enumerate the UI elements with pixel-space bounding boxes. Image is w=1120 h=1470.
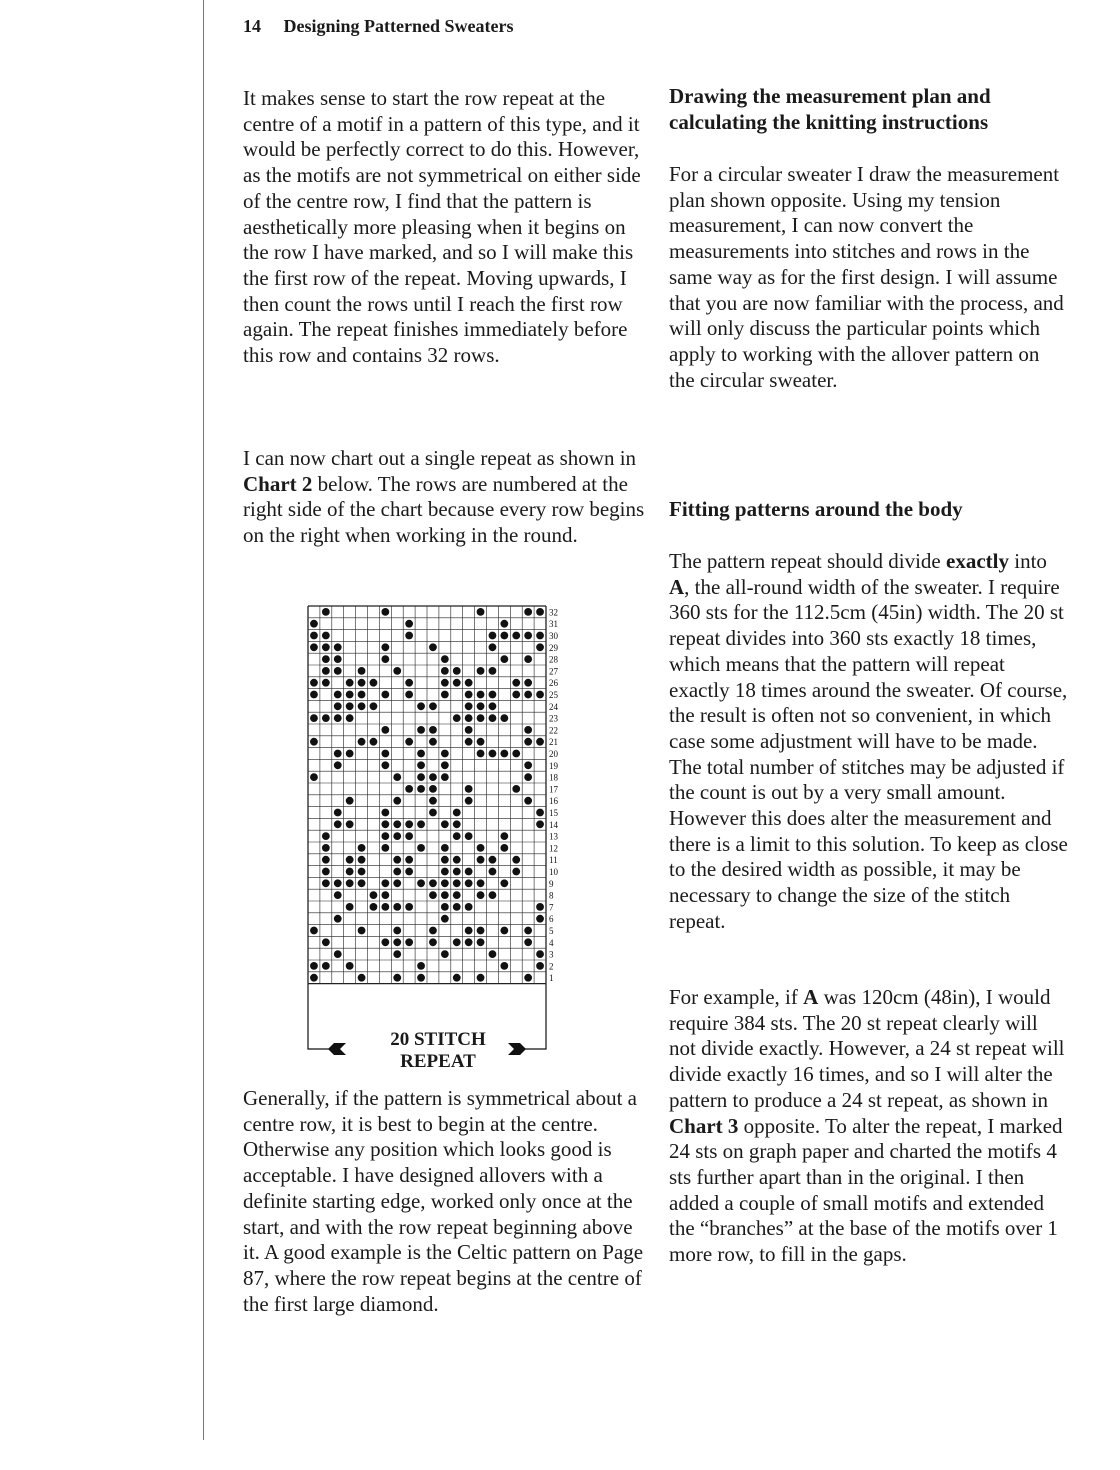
stitch-dot bbox=[489, 891, 497, 899]
stitch-dot bbox=[358, 974, 366, 982]
stitch-dot bbox=[524, 726, 532, 734]
stitch-dot bbox=[334, 809, 342, 817]
stitch-dot bbox=[346, 856, 354, 864]
row-number: 13 bbox=[549, 831, 558, 842]
stitch-dot bbox=[524, 773, 532, 781]
row-number: 27 bbox=[549, 666, 558, 677]
stitch-dot bbox=[453, 820, 461, 828]
left-paragraph-1: It makes sense to start the row repeat at the centre of a motif in a pattern of this type, and it would be perfectly correct to do this. However, as the motifs are not symmetrical on either side of the centre row, I find that the pattern is aesthetically more pleasing when it begins on the row I have marked, and so I will make this the first row of the repeat. Moving upwards, I then count the rows until I reach the first row again. The repeat finishes immediately before this row and contains 32 rows. bbox=[243, 86, 641, 368]
stitch-dot bbox=[358, 856, 366, 864]
stitch-dot bbox=[417, 702, 425, 710]
stitch-dot bbox=[441, 773, 449, 781]
stitch-dot bbox=[334, 702, 342, 710]
stitch-dot bbox=[346, 903, 354, 911]
chart-2-reference: Chart 2 bbox=[243, 471, 313, 496]
stitch-dot bbox=[417, 773, 425, 781]
stitch-dot bbox=[393, 868, 401, 876]
stitch-dot bbox=[536, 738, 544, 746]
stitch-dot bbox=[322, 655, 330, 663]
stitch-dot bbox=[453, 879, 461, 887]
stitch-dot bbox=[500, 879, 508, 887]
stitch-dot bbox=[310, 679, 318, 687]
stitch-dot bbox=[489, 750, 497, 758]
stitch-dot bbox=[346, 962, 354, 970]
stitch-dot bbox=[441, 820, 449, 828]
heading-fitting-patterns: Fitting patterns around the body bbox=[669, 497, 963, 521]
stitch-dot bbox=[536, 903, 544, 911]
stitch-dot bbox=[346, 797, 354, 805]
stitch-dot bbox=[489, 691, 497, 699]
stitch-dot bbox=[441, 667, 449, 675]
stitch-dot bbox=[346, 820, 354, 828]
stitch-dot bbox=[489, 950, 497, 958]
row-number: 10 bbox=[549, 867, 558, 877]
stitch-dot bbox=[524, 974, 532, 982]
stitch-dot bbox=[322, 868, 330, 876]
stitch-dot bbox=[477, 856, 485, 864]
stitch-dot bbox=[393, 773, 401, 781]
stitch-dot bbox=[477, 891, 485, 899]
stitch-dot bbox=[358, 691, 366, 699]
stitch-dot bbox=[465, 868, 473, 876]
page-binding-line bbox=[203, 0, 204, 1440]
stitch-dot bbox=[524, 655, 532, 663]
stitch-dot bbox=[441, 868, 449, 876]
stitch-dot bbox=[512, 691, 520, 699]
stitch-dot bbox=[465, 691, 473, 699]
stitch-dot bbox=[465, 679, 473, 687]
stitch-dot bbox=[310, 691, 318, 699]
stitch-dot bbox=[453, 903, 461, 911]
stitch-dot bbox=[358, 667, 366, 675]
stitch-dot bbox=[322, 844, 330, 852]
stitch-dot bbox=[417, 844, 425, 852]
stitch-dot bbox=[441, 844, 449, 852]
stitch-dot bbox=[477, 702, 485, 710]
stitch-dot bbox=[441, 750, 449, 758]
row-number: 17 bbox=[549, 784, 558, 795]
stitch-dot bbox=[322, 679, 330, 687]
stitch-dot bbox=[381, 809, 389, 817]
stitch-dot bbox=[500, 714, 508, 722]
stitch-dot bbox=[417, 726, 425, 734]
stitch-dot bbox=[500, 655, 508, 663]
stitch-dot bbox=[405, 856, 413, 864]
stitch-dot bbox=[453, 938, 461, 946]
stitch-dot bbox=[334, 691, 342, 699]
right-paragraph-3: For example, if A was 120cm (48in), I would require 384 sts. The 20 st repeat clearly will not divide exactly. However, a 24 st repeat will divide exactly 16 times, and so I will alter the pattern to produce a 24 st repeat, as shown in Chart 3 opposite. To alter the repeat, I marked 24 sts on graph paper and charted the motifs 4 sts further apart than in the original. I then added a couple of small motifs and extended the “branches” at the base of the motifs over 1 more row, to fill in the gaps. bbox=[669, 985, 1065, 1267]
stitch-dot bbox=[358, 868, 366, 876]
stitch-dot bbox=[536, 820, 544, 828]
stitch-dot bbox=[453, 974, 461, 982]
stitch-dot bbox=[334, 891, 342, 899]
stitch-dot bbox=[536, 962, 544, 970]
left-paragraph-2: I can now chart out a single repeat as shown in Chart 2 below. The rows are numbered at the right side of the chart because every row begins on the right when working in the round. bbox=[243, 446, 645, 548]
stitch-dot bbox=[393, 938, 401, 946]
stitch-dot bbox=[477, 844, 485, 852]
stitch-dot bbox=[405, 691, 413, 699]
stitch-dot bbox=[405, 938, 413, 946]
stitch-dot bbox=[310, 773, 318, 781]
stitch-chart-graphic bbox=[300, 600, 576, 1075]
stitch-dot bbox=[500, 962, 508, 970]
stitch-dot bbox=[381, 726, 389, 734]
stitch-dot bbox=[489, 868, 497, 876]
row-number: 26 bbox=[549, 678, 558, 689]
stitch-dot bbox=[441, 655, 449, 663]
stitch-dot bbox=[477, 714, 485, 722]
stitch-dot bbox=[334, 879, 342, 887]
stitch-dot bbox=[429, 797, 437, 805]
stitch-dot bbox=[310, 620, 318, 628]
stitch-dot bbox=[453, 856, 461, 864]
stitch-dot bbox=[465, 714, 473, 722]
stitch-dot bbox=[453, 832, 461, 840]
stitch-dot bbox=[417, 785, 425, 793]
stitch-dot bbox=[465, 797, 473, 805]
stitch-dot bbox=[346, 691, 354, 699]
stitch-dot bbox=[310, 643, 318, 651]
stitch-dot bbox=[405, 620, 413, 628]
row-number: 5 bbox=[549, 926, 554, 936]
stitch-dot bbox=[322, 856, 330, 864]
stitch-dot bbox=[346, 714, 354, 722]
stitch-dot bbox=[310, 927, 318, 935]
stitch-dot bbox=[334, 643, 342, 651]
stitch-dot bbox=[500, 844, 508, 852]
stitch-dot bbox=[322, 938, 330, 946]
stitch-dot bbox=[393, 820, 401, 828]
stitch-dot bbox=[429, 879, 437, 887]
stitch-dot bbox=[370, 738, 378, 746]
stitch-dot bbox=[381, 844, 389, 852]
stitch-dot bbox=[512, 856, 520, 864]
stitch-dot bbox=[441, 903, 449, 911]
stitch-dot bbox=[322, 832, 330, 840]
stitch-dot bbox=[524, 632, 532, 640]
repeat-label bbox=[300, 1029, 576, 1073]
stitch-dot bbox=[429, 726, 437, 734]
stitch-dot bbox=[524, 738, 532, 746]
stitch-dot bbox=[322, 879, 330, 887]
stitch-dot bbox=[322, 632, 330, 640]
row-number: 22 bbox=[549, 725, 558, 736]
stitch-dot bbox=[381, 691, 389, 699]
stitch-dot bbox=[429, 773, 437, 781]
stitch-dot bbox=[381, 891, 389, 899]
stitch-dot bbox=[465, 938, 473, 946]
row-number: 31 bbox=[549, 619, 558, 630]
row-number: 28 bbox=[549, 654, 558, 665]
stitch-dot bbox=[381, 879, 389, 887]
stitch-dot bbox=[322, 608, 330, 616]
stitch-dot bbox=[381, 655, 389, 663]
stitch-dot bbox=[393, 832, 401, 840]
stitch-dot bbox=[393, 797, 401, 805]
stitch-dot bbox=[429, 643, 437, 651]
row-number: 12 bbox=[549, 843, 558, 854]
stitch-dot bbox=[465, 903, 473, 911]
row-number: 6 bbox=[549, 914, 554, 925]
stitch-dot bbox=[381, 820, 389, 828]
stitch-dot bbox=[381, 608, 389, 616]
stitch-dot bbox=[477, 974, 485, 982]
repeat-label-line-2: REPEAT bbox=[400, 1051, 476, 1072]
row-number: 8 bbox=[549, 890, 554, 901]
stitch-dot bbox=[465, 879, 473, 887]
stitch-dot bbox=[417, 820, 425, 828]
row-number: 21 bbox=[549, 737, 558, 748]
stitch-dot bbox=[477, 879, 485, 887]
chart-3-reference: Chart 3 bbox=[669, 1113, 739, 1138]
row-number: 11 bbox=[549, 855, 558, 866]
row-number: 19 bbox=[549, 760, 558, 771]
stitch-dot bbox=[453, 891, 461, 899]
stitch-dot bbox=[465, 738, 473, 746]
stitch-dot bbox=[346, 879, 354, 887]
stitch-dot bbox=[429, 785, 437, 793]
stitch-dot bbox=[536, 915, 544, 923]
stitch-dot bbox=[393, 974, 401, 982]
stitch-dot bbox=[477, 608, 485, 616]
left-paragraph-3: Generally, if the pattern is symmetrical about a centre row, it is best to begin at the centre. Otherwise any position which looks good is acceptable. I have designed allovers with a definite starting edge, worked only once at the start, and with the row repeat beginning above it. A good example is the Celtic pattern on Page 87, where the row repeat begins at the centre of the first large diamond. bbox=[243, 1086, 644, 1316]
stitch-dot bbox=[370, 702, 378, 710]
stitch-dot bbox=[358, 879, 366, 887]
stitch-dot bbox=[334, 820, 342, 828]
stitch-dot bbox=[334, 714, 342, 722]
stitch-dot bbox=[334, 950, 342, 958]
row-number: 7 bbox=[549, 902, 554, 913]
stitch-dot bbox=[465, 785, 473, 793]
stitch-dot bbox=[358, 702, 366, 710]
stitch-dot bbox=[524, 679, 532, 687]
row-number: 29 bbox=[549, 642, 558, 653]
stitch-dot bbox=[417, 761, 425, 769]
row-number: 15 bbox=[549, 808, 558, 818]
stitch-dot bbox=[477, 750, 485, 758]
stitch-dot bbox=[381, 832, 389, 840]
row-number: 2 bbox=[549, 961, 554, 972]
stitch-dot bbox=[453, 714, 461, 722]
stitch-dot bbox=[393, 856, 401, 864]
stitch-dot bbox=[417, 974, 425, 982]
stitch-dot bbox=[524, 938, 532, 946]
row-number: 32 bbox=[549, 607, 558, 618]
stitch-dot bbox=[393, 667, 401, 675]
row-number: 30 bbox=[549, 631, 558, 641]
stitch-dot bbox=[441, 691, 449, 699]
stitch-dot bbox=[536, 809, 544, 817]
stitch-dot bbox=[429, 927, 437, 935]
row-number: 3 bbox=[549, 949, 554, 960]
row-number: 14 bbox=[549, 819, 558, 830]
stitch-dot bbox=[381, 938, 389, 946]
stitch-dot bbox=[429, 809, 437, 817]
stitch-dot bbox=[429, 738, 437, 746]
stitch-dot bbox=[500, 620, 508, 628]
stitch-dot bbox=[441, 879, 449, 887]
stitch-dot bbox=[512, 750, 520, 758]
stitch-dot bbox=[346, 868, 354, 876]
stitch-dot bbox=[489, 714, 497, 722]
stitch-dot bbox=[346, 679, 354, 687]
stitch-dot bbox=[500, 927, 508, 935]
stitch-dot bbox=[381, 750, 389, 758]
stitch-dot bbox=[358, 738, 366, 746]
stitch-dot bbox=[346, 702, 354, 710]
stitch-dot bbox=[512, 785, 520, 793]
stitch-dot bbox=[322, 714, 330, 722]
stitch-dot bbox=[405, 820, 413, 828]
stitch-dot bbox=[405, 832, 413, 840]
stitch-dot bbox=[334, 915, 342, 923]
stitch-dot bbox=[429, 702, 437, 710]
stitch-dot bbox=[477, 738, 485, 746]
stitch-dot bbox=[453, 809, 461, 817]
right-paragraph-2: The pattern repeat should divide exactly into A, the all-round width of the sweater. I require 360 sts for the 112.5cm (45in) width. The 20 st repeat divides into 360 sts exactly 18 times, which means that the pattern will repeat exactly 18 times around the sweater. Of course, the result is often not so convenient, in which case some adjustment will have to be made. The total number of stitches may be adjusted if the count is out by a very small amount. However this does alter the measurement and there is a limit to this solution. To keep as close to the desired width as possible, it may be necessary to change the size of the stitch repeat. bbox=[669, 549, 1068, 933]
stitch-dot bbox=[512, 679, 520, 687]
stitch-dot bbox=[536, 691, 544, 699]
stitch-dot bbox=[334, 761, 342, 769]
stitch-dot bbox=[453, 679, 461, 687]
page-number: 14 bbox=[243, 16, 261, 36]
stitch-dot bbox=[310, 714, 318, 722]
stitch-dot bbox=[322, 962, 330, 970]
chart-2-figure bbox=[300, 600, 570, 1075]
stitch-dot bbox=[524, 691, 532, 699]
stitch-dot bbox=[322, 667, 330, 675]
stitch-dot bbox=[310, 962, 318, 970]
row-number: 24 bbox=[549, 701, 558, 712]
stitch-dot bbox=[405, 738, 413, 746]
stitch-dot bbox=[524, 797, 532, 805]
stitch-dot bbox=[441, 761, 449, 769]
stitch-dot bbox=[500, 832, 508, 840]
stitch-dot bbox=[441, 950, 449, 958]
stitch-dot bbox=[405, 903, 413, 911]
row-number: 18 bbox=[549, 772, 558, 783]
stitch-dot bbox=[417, 879, 425, 887]
stitch-dot bbox=[536, 608, 544, 616]
stitch-dot bbox=[477, 927, 485, 935]
stitch-dot bbox=[500, 632, 508, 640]
stitch-dot bbox=[370, 891, 378, 899]
stitch-dot bbox=[536, 643, 544, 651]
stitch-dot bbox=[429, 938, 437, 946]
stitch-dot bbox=[346, 750, 354, 758]
row-number: 20 bbox=[549, 749, 558, 759]
stitch-dot bbox=[334, 750, 342, 758]
stitch-dot bbox=[524, 927, 532, 935]
stitch-dot bbox=[441, 915, 449, 923]
stitch-dot bbox=[536, 632, 544, 640]
stitch-dot bbox=[334, 667, 342, 675]
row-number: 16 bbox=[549, 796, 558, 807]
stitch-dot bbox=[405, 785, 413, 793]
row-number: 25 bbox=[549, 690, 558, 700]
stitch-dot bbox=[358, 927, 366, 935]
stitch-dot bbox=[322, 643, 330, 651]
repeat-label-line-1: 20 STITCH bbox=[390, 1029, 486, 1050]
running-head-title: Designing Patterned Sweaters bbox=[283, 16, 514, 36]
stitch-dot bbox=[417, 962, 425, 970]
stitch-dot bbox=[489, 632, 497, 640]
stitch-dot bbox=[536, 950, 544, 958]
stitch-dot bbox=[477, 691, 485, 699]
stitch-dot bbox=[453, 868, 461, 876]
right-paragraph-1: For a circular sweater I draw the measurement plan shown opposite. Using my tension measurement, I can now convert the measurements into stitches and rows in the same way as for the first design. I will assume that you are now familiar with the process, and will only discuss the particular points which apply to working with the allover pattern on the circular sweater. bbox=[669, 162, 1064, 392]
row-number: 9 bbox=[549, 878, 554, 889]
stitch-dot bbox=[381, 643, 389, 651]
stitch-dot bbox=[465, 927, 473, 935]
stitch-dot bbox=[500, 750, 508, 758]
stitch-dot bbox=[358, 844, 366, 852]
heading-measurement-plan: Drawing the measurement plan and calculating the knitting instructions bbox=[669, 84, 991, 134]
stitch-dot bbox=[477, 667, 485, 675]
stitch-dot bbox=[381, 903, 389, 911]
row-number: 1 bbox=[549, 973, 554, 984]
stitch-dot bbox=[358, 679, 366, 687]
row-number: 23 bbox=[549, 713, 558, 724]
stitch-dot bbox=[441, 679, 449, 687]
stitch-dot bbox=[441, 856, 449, 864]
stitch-dot bbox=[489, 643, 497, 651]
row-number: 4 bbox=[549, 937, 554, 948]
stitch-dot bbox=[465, 702, 473, 710]
stitch-dot bbox=[405, 868, 413, 876]
stitch-dot bbox=[310, 632, 318, 640]
stitch-dot bbox=[489, 667, 497, 675]
stitch-dot bbox=[393, 927, 401, 935]
stitch-dot bbox=[512, 632, 520, 640]
stitch-dot bbox=[489, 702, 497, 710]
stitch-dot bbox=[381, 761, 389, 769]
stitch-dot bbox=[512, 868, 520, 876]
stitch-dot bbox=[405, 679, 413, 687]
stitch-dot bbox=[310, 738, 318, 746]
stitch-dot bbox=[465, 726, 473, 734]
stitch-dot bbox=[370, 679, 378, 687]
stitch-dot bbox=[393, 903, 401, 911]
stitch-dot bbox=[310, 974, 318, 982]
running-head bbox=[243, 16, 513, 37]
stitch-dot bbox=[524, 761, 532, 769]
stitch-dot bbox=[453, 667, 461, 675]
stitch-dot bbox=[429, 891, 437, 899]
stitch-dot bbox=[524, 608, 532, 616]
stitch-dot bbox=[441, 891, 449, 899]
stitch-dot bbox=[334, 655, 342, 663]
stitch-dot bbox=[405, 632, 413, 640]
stitch-dot bbox=[489, 856, 497, 864]
stitch-dot bbox=[393, 879, 401, 887]
stitch-dot bbox=[417, 750, 425, 758]
stitch-dot bbox=[477, 938, 485, 946]
stitch-dot bbox=[370, 903, 378, 911]
stitch-dot bbox=[465, 832, 473, 840]
stitch-dot bbox=[393, 950, 401, 958]
